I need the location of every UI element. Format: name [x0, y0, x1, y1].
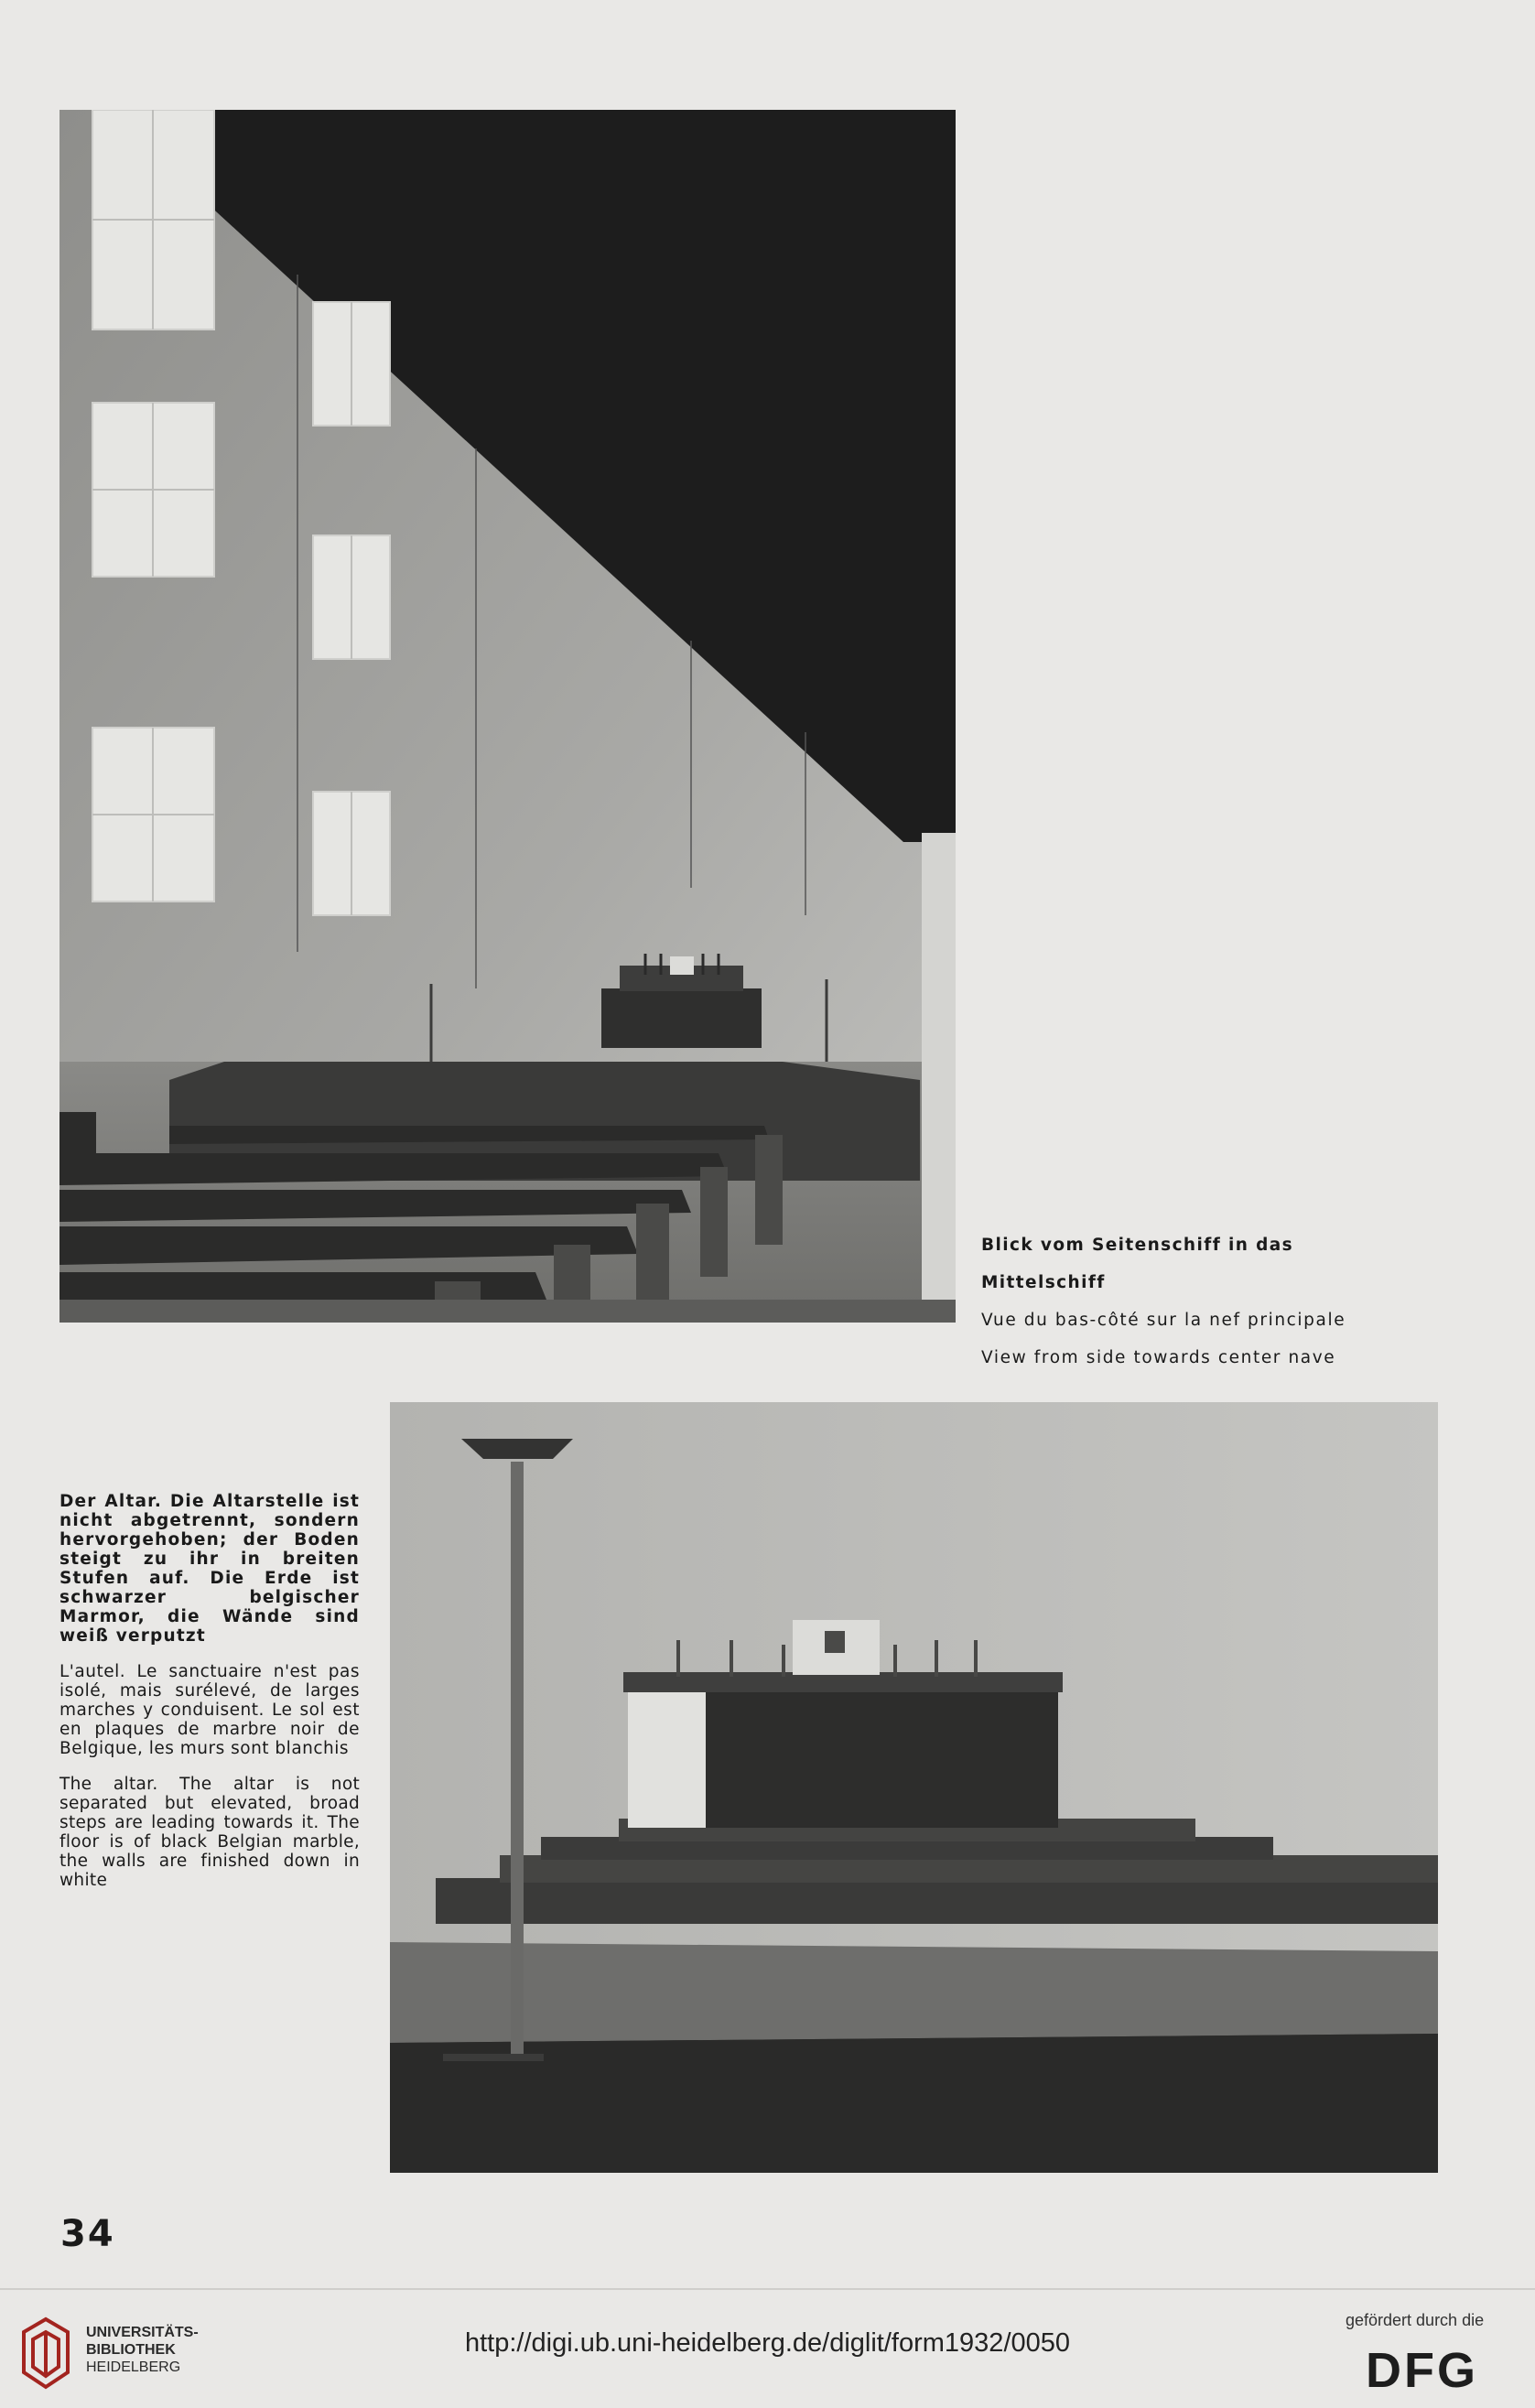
library-name-line2: BIBLIOTHEK	[86, 2342, 176, 2358]
altar-caption	[59, 1492, 360, 1906]
library-name-line3: HEIDELBERG	[86, 2359, 181, 2375]
library-name-line1: UNIVERSITÄTS-	[86, 2325, 199, 2340]
source-url-link[interactable]: http://digi.ub.uni-heidelberg.de/diglit/form1932/0050	[465, 2328, 1071, 2358]
altar-caption-french: L'autel. Le sanctuaire n'est pas isolé, mais surélevé, de larges marches y conduisent. Le sol est en plaques de marbre noir de Belgique, les murs sont blanchis	[59, 1662, 360, 1758]
footer-divider	[0, 2288, 1535, 2290]
library-name	[86, 2324, 199, 2376]
altar-caption-german: Der Altar. Die Altarstelle ist nicht abgetrennt, sondern hervorgehoben; der Boden steigt zu ihr in breiten Stufen auf. Die Erde ist schwarzer belgischer Marmor, die Wände sind weiß verputzt	[59, 1492, 360, 1646]
university-library-logo-icon	[16, 2314, 75, 2392]
nave-caption-english: View from side towards center nave	[981, 1348, 1336, 1367]
nave-caption-german: Blick vom Seitenschiff in das Mittelschiff	[981, 1236, 1294, 1292]
dfg-logo: DFG	[1366, 2343, 1478, 2398]
nave-caption-french: Vue du bas-côté sur la nef principale	[981, 1311, 1346, 1330]
page-number: 34	[60, 2213, 115, 2255]
funding-note: gefördert durch die	[1346, 2311, 1485, 2329]
altar-caption-english: The altar. The altar is not separated but elevated, broad steps are leading towards it. The floor is of black Belgian marble, the walls are finished down in white	[59, 1775, 360, 1890]
nave-caption	[981, 1226, 1411, 1377]
nave-photo	[59, 110, 956, 1323]
altar-photo	[390, 1402, 1438, 2173]
